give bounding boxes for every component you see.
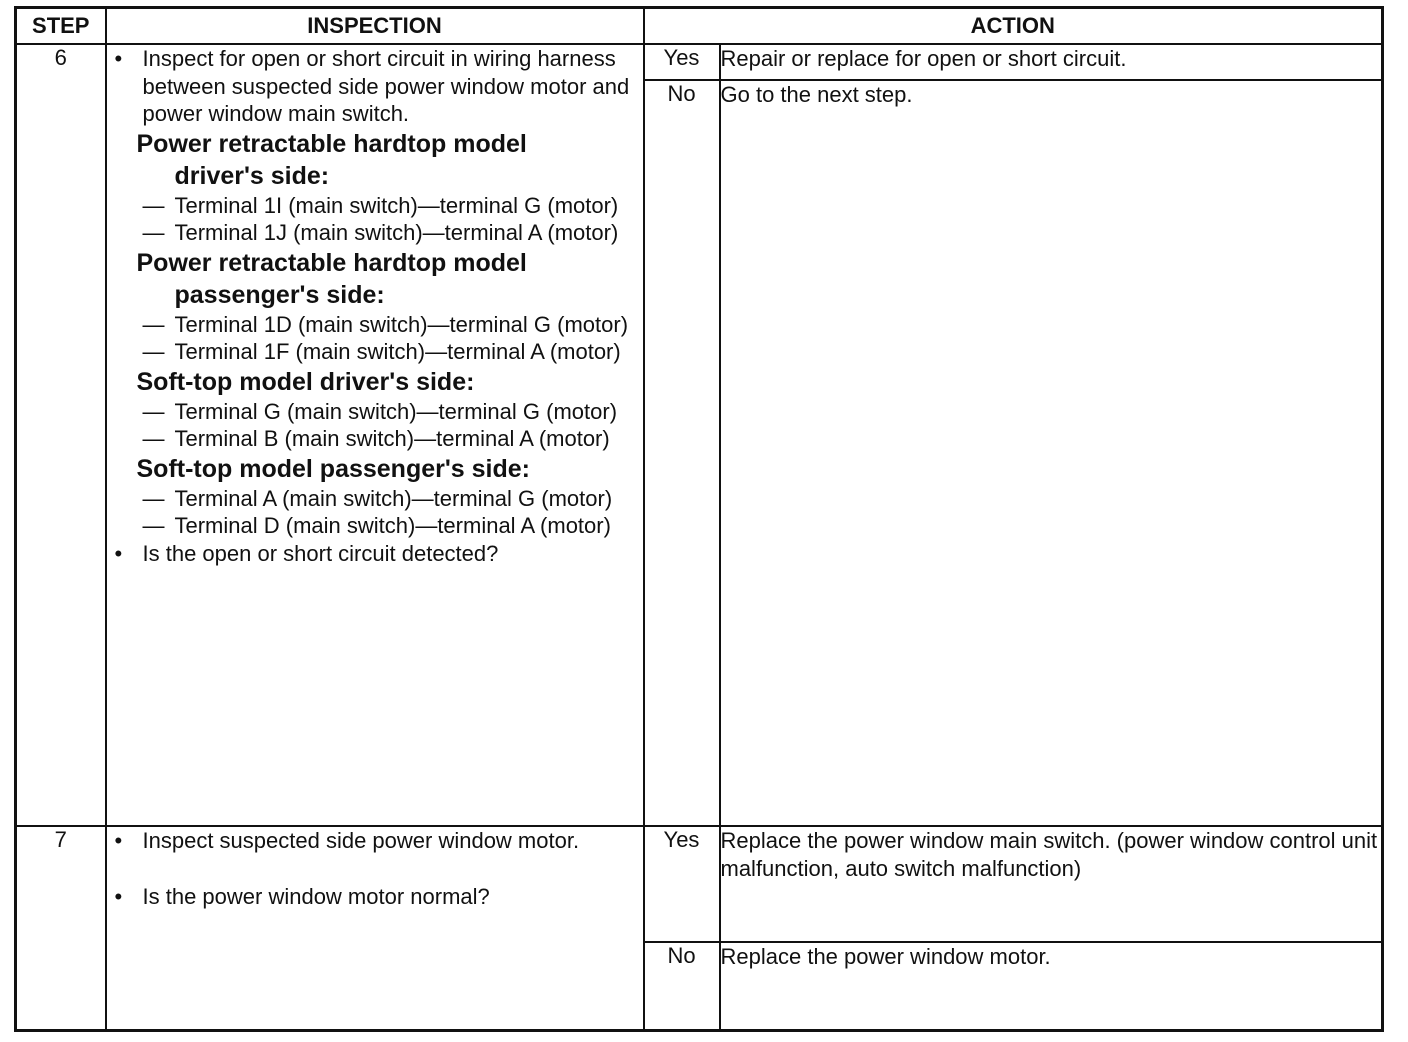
step7-number: 7 xyxy=(16,826,106,1031)
action-header: ACTION xyxy=(644,8,1383,45)
step7-yes-label: Yes xyxy=(644,826,720,942)
step6-question: • Is the open or short circuit detected? xyxy=(107,540,643,568)
terminal-item: — Terminal B (main switch)—terminal A (motor) xyxy=(107,425,643,453)
group-heading: Power retractable hardtop model passenger's side: xyxy=(136,248,527,309)
terminal-item: — Terminal 1F (main switch)—terminal A (motor) xyxy=(107,338,643,366)
terminal-item: — Terminal 1I (main switch)—terminal G (motor) xyxy=(107,192,643,220)
terminal-item: — Terminal 1D (main switch)—terminal G (motor) xyxy=(107,311,643,339)
step7-no-label: No xyxy=(644,942,720,1031)
troubleshooting-table xyxy=(14,6,1384,1032)
step6-number: 6 xyxy=(16,44,106,826)
group-heading: Power retractable hardtop model driver's side: xyxy=(136,129,527,190)
step6-yes-action: Repair or replace for open or short circuit. xyxy=(720,44,1383,80)
inspection-header: INSPECTION xyxy=(106,8,644,45)
group-heading: Soft-top model passenger's side: xyxy=(136,454,531,483)
step6-inspection xyxy=(106,44,644,826)
step7-intro: • Inspect suspected side power window motor. xyxy=(107,827,643,855)
step7-yes-action: Replace the power window main switch. (power window control unit malfunction, auto switch malfunction) xyxy=(720,826,1383,942)
step6-yes-label: Yes xyxy=(644,44,720,80)
step-header: STEP xyxy=(16,8,106,45)
step7-question: • Is the power window motor normal? xyxy=(107,883,643,911)
step7-yes-row xyxy=(16,826,1383,942)
terminal-item: — Terminal D (main switch)—terminal A (motor) xyxy=(107,512,643,540)
terminal-item: — Terminal G (main switch)—terminal G (motor) xyxy=(107,398,643,426)
step6-no-label: No xyxy=(644,80,720,826)
terminal-item: — Terminal 1J (main switch)—terminal A (motor) xyxy=(107,219,643,247)
step6-no-action: Go to the next step. xyxy=(720,80,1383,826)
group-heading: Soft-top model driver's side: xyxy=(136,367,475,396)
step7-inspection xyxy=(106,826,644,1031)
step6-intro: • Inspect for open or short circuit in wiring harness between suspected side power window motor and power window main switch. xyxy=(107,45,643,128)
step6-yes-row xyxy=(16,44,1383,80)
terminal-item: — Terminal A (main switch)—terminal G (motor) xyxy=(107,485,643,513)
step7-no-action: Replace the power window motor. xyxy=(720,942,1383,1031)
header-row xyxy=(16,8,1383,45)
